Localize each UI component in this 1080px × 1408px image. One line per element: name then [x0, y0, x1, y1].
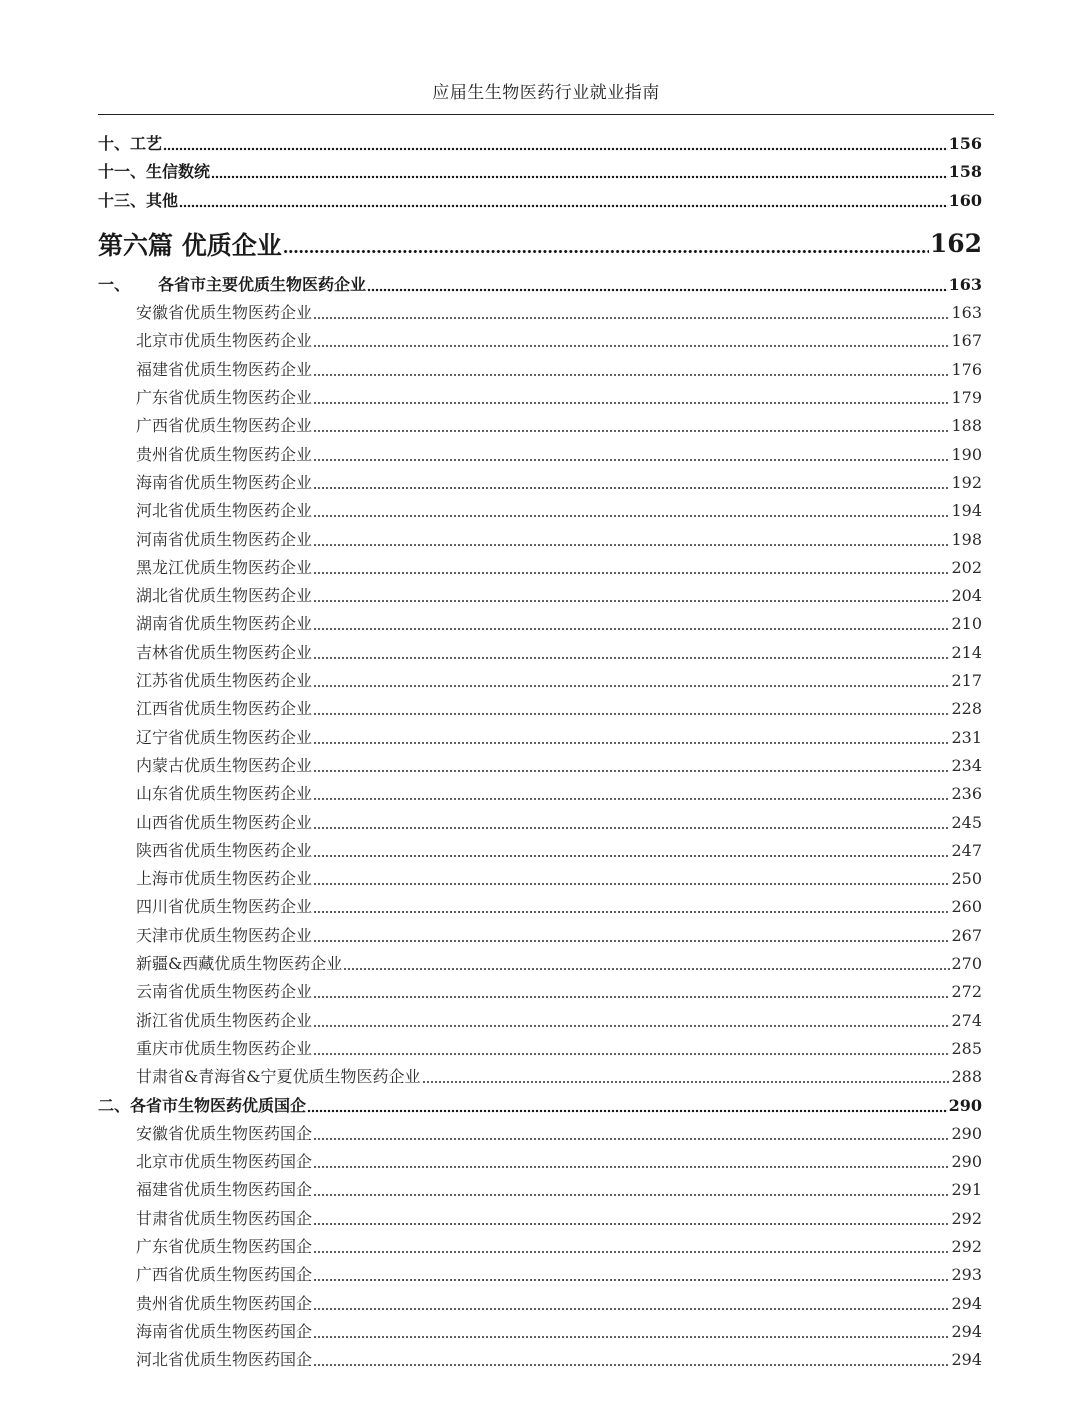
- toc-subentry-page: 285: [951, 1038, 982, 1058]
- dot-leader: [313, 729, 950, 745]
- toc-subentry-page: 290: [951, 1152, 982, 1172]
- toc-entry-label: 十一、生信数统: [98, 162, 211, 182]
- toc-subentry[interactable]: [98, 640, 982, 668]
- toc-subentry-page: 294: [951, 1350, 982, 1370]
- dot-leader: [313, 1012, 950, 1028]
- toc-entry-page: 156: [948, 134, 982, 153]
- toc-subentry[interactable]: [98, 1347, 982, 1375]
- toc-section-heading[interactable]: [98, 1093, 982, 1121]
- toc-subentry-page: 234: [951, 755, 982, 775]
- toc-subentry[interactable]: [98, 413, 982, 441]
- toc-subentry-label: 浙江省优质生物医药企业: [136, 1010, 313, 1030]
- toc-subentry-label: 甘肃省优质生物医药国企: [136, 1208, 313, 1228]
- dot-leader: [307, 1097, 948, 1113]
- dot-leader: [313, 927, 950, 943]
- part-page: 162: [929, 229, 982, 259]
- toc-subentry[interactable]: [98, 1291, 982, 1319]
- dot-leader: [313, 587, 950, 603]
- toc-subentry-page: 210: [951, 614, 982, 634]
- toc-subentry[interactable]: [98, 300, 982, 328]
- toc-subentry-page: 179: [951, 388, 982, 408]
- dot-leader: [313, 446, 950, 462]
- toc-subentry-page: 188: [951, 416, 982, 436]
- toc-entry-page: 158: [948, 162, 982, 182]
- toc-subentry-label: 广西省优质生物医药企业: [136, 416, 313, 436]
- dot-leader: [367, 276, 948, 292]
- toc-subentry[interactable]: [98, 498, 982, 526]
- section-number: 一、: [98, 274, 131, 294]
- dot-leader: [313, 1040, 950, 1056]
- dot-leader: [313, 1181, 950, 1197]
- toc-part-heading[interactable]: [98, 216, 982, 272]
- section-2-list: [98, 1121, 982, 1376]
- toc-subentry-label: 广东省优质生物医药国企: [136, 1236, 313, 1256]
- dot-leader: [313, 700, 950, 716]
- toc-subentry[interactable]: [98, 696, 982, 724]
- dot-leader: [313, 389, 950, 405]
- toc-subentry-page: 274: [951, 1010, 982, 1030]
- toc-subentry[interactable]: [98, 1008, 982, 1036]
- toc-subentry-page: 260: [951, 897, 982, 917]
- dot-leader: [343, 955, 950, 971]
- toc-subentry-label: 云南省优质生物医药企业: [136, 982, 313, 1002]
- toc-subentry-page: 291: [951, 1180, 982, 1200]
- toc-subentry[interactable]: [98, 1149, 982, 1177]
- toc-subentry-page: 245: [951, 812, 982, 832]
- toc-subentry[interactable]: [98, 810, 982, 838]
- toc-entry-other[interactable]: [98, 188, 982, 216]
- toc-subentry-page: 204: [951, 586, 982, 606]
- toc-subentry[interactable]: [98, 951, 982, 979]
- dot-leader: [313, 502, 950, 518]
- section-page: 290: [948, 1095, 982, 1115]
- toc-subentry-label: 湖北省优质生物医药企业: [136, 586, 313, 606]
- toc-subentry[interactable]: [98, 725, 982, 753]
- toc-subentry[interactable]: [98, 328, 982, 356]
- toc-subentry-page: 292: [951, 1208, 982, 1228]
- toc-subentry-label: 北京市优质生物医药企业: [136, 331, 313, 351]
- part-title: 第六篇 优质企业: [98, 230, 282, 260]
- toc-entry-page: 160: [948, 190, 982, 210]
- toc-subentry[interactable]: [98, 668, 982, 696]
- toc-subentry-page: 228: [951, 699, 982, 719]
- toc-subentry[interactable]: [98, 1036, 982, 1064]
- dot-leader: [313, 332, 950, 348]
- dot-leader: [313, 531, 950, 547]
- dot-leader: [313, 1238, 950, 1254]
- toc-entry-bioinformatics[interactable]: [98, 159, 982, 187]
- toc-subentry-label: 福建省优质生物医药国企: [136, 1180, 313, 1200]
- toc-entry-label: 十、工艺: [98, 134, 163, 153]
- toc-subentry-label: 湖南省优质生物医药企业: [136, 614, 313, 634]
- toc-subentry-label: 河南省优质生物医药企业: [136, 529, 313, 549]
- toc-subentry-label: 海南省优质生物医药企业: [136, 472, 313, 492]
- dot-leader: [313, 757, 950, 773]
- toc-subentry[interactable]: [98, 357, 982, 385]
- toc-subentry-label: 陕西省优质生物医药企业: [136, 840, 313, 860]
- toc-subentry[interactable]: [98, 583, 982, 611]
- toc-subentry-page: 217: [951, 671, 982, 691]
- dot-leader: [313, 842, 950, 858]
- dot-leader: [179, 192, 948, 208]
- dot-leader: [313, 1266, 950, 1282]
- toc-subentry-page: 247: [951, 840, 982, 860]
- toc-subentry-label: 辽宁省优质生物医药企业: [136, 727, 313, 747]
- toc-subentry[interactable]: [98, 1234, 982, 1262]
- toc-subentry[interactable]: [98, 753, 982, 781]
- toc-subentry-label: 山西省优质生物医药企业: [136, 812, 313, 832]
- dot-leader: [313, 304, 950, 320]
- toc-subentry-page: 192: [951, 472, 982, 492]
- toc-subentry-label: 重庆市优质生物医药企业: [136, 1038, 313, 1058]
- toc-subentry-label: 黑龙江优质生物医药企业: [136, 557, 313, 577]
- dot-leader: [313, 814, 950, 830]
- toc-subentry-label: 甘肃省&青海省&宁夏优质生物医药企业: [136, 1067, 421, 1087]
- dot-leader: [313, 870, 950, 886]
- dot-leader: [313, 785, 950, 801]
- dot-leader: [313, 983, 950, 999]
- toc-subentry-label: 安徽省优质生物医药国企: [136, 1123, 313, 1143]
- dot-leader: [313, 559, 950, 575]
- toc-subentry-label: 河北省优质生物医药企业: [136, 501, 313, 521]
- toc-subentry-label: 广东省优质生物医药企业: [136, 388, 313, 408]
- section-1-list: [98, 300, 982, 1092]
- toc-subentry[interactable]: [98, 866, 982, 894]
- toc-subentry-page: 231: [951, 727, 982, 747]
- dot-leader: [313, 1295, 950, 1311]
- toc-subentry-page: 290: [951, 1123, 982, 1143]
- dot-leader: [313, 1351, 950, 1367]
- toc-subentry-label: 贵州省优质生物医药国企: [136, 1293, 313, 1313]
- toc-subentry-label: 北京市优质生物医药国企: [136, 1152, 313, 1172]
- section-title: [98, 272, 366, 295]
- toc-subentry[interactable]: [98, 555, 982, 583]
- dot-leader: [313, 615, 950, 631]
- toc-subentry-page: 294: [951, 1321, 982, 1341]
- toc-subentry-label: 吉林省优质生物医药企业: [136, 642, 313, 662]
- toc-subentry-page: 292: [951, 1236, 982, 1256]
- toc-subentry-label: 上海市优质生物医药企业: [136, 869, 313, 889]
- toc-subentry-page: 163: [951, 303, 982, 323]
- toc-subentry-label: 山东省优质生物医药企业: [136, 784, 313, 804]
- toc-subentry-label: 河北省优质生物医药国企: [136, 1350, 313, 1370]
- toc-subentry-page: 190: [951, 444, 982, 464]
- dot-leader: [313, 672, 950, 688]
- toc-subentry[interactable]: [98, 1262, 982, 1290]
- toc-subentry[interactable]: [98, 838, 982, 866]
- toc-subentry-label: 安徽省优质生物医药企业: [136, 303, 313, 323]
- toc-subentry-page: 270: [951, 954, 982, 974]
- toc-subentry[interactable]: [98, 611, 982, 639]
- page-header-title: 应届生生物医药行业就业指南: [432, 83, 660, 103]
- toc-subentry-page: 198: [951, 529, 982, 549]
- toc-subentry[interactable]: [98, 470, 982, 498]
- toc-section-heading[interactable]: [98, 272, 982, 300]
- toc-entry-label: 十三、其他: [98, 190, 179, 210]
- toc-subentry-page: 288: [951, 1067, 982, 1087]
- toc-subentry[interactable]: [98, 1206, 982, 1234]
- section-title: 二、各省市生物医药优质国企: [98, 1095, 307, 1115]
- dot-leader: [313, 1210, 950, 1226]
- toc-entry-process[interactable]: [98, 131, 982, 159]
- toc-subentry[interactable]: [98, 527, 982, 555]
- toc-subentry[interactable]: [98, 923, 982, 951]
- dot-leader: [313, 1153, 950, 1169]
- toc-subentry-page: 294: [951, 1293, 982, 1313]
- toc-subentry[interactable]: [98, 979, 982, 1007]
- dot-leader: [283, 242, 929, 254]
- toc-subentry-label: 贵州省优质生物医药企业: [136, 444, 313, 464]
- dot-leader: [313, 898, 950, 914]
- toc-subentry-label: 海南省优质生物医药国企: [136, 1321, 313, 1341]
- dot-leader: [313, 644, 950, 660]
- toc-subentry-page: 167: [951, 331, 982, 351]
- toc-subentry[interactable]: [98, 1121, 982, 1149]
- toc-subentry-page: 272: [951, 982, 982, 1002]
- toc-subentry-page: 214: [951, 642, 982, 662]
- toc-subentry-label: 福建省优质生物医药企业: [136, 359, 313, 379]
- toc-subentry-label: 广西省优质生物医药国企: [136, 1265, 313, 1285]
- toc-subentry-page: 293: [951, 1265, 982, 1285]
- toc-subentry[interactable]: [98, 1177, 982, 1205]
- dot-leader: [313, 474, 950, 490]
- dot-leader: [211, 163, 948, 179]
- toc-subentry-label: 天津市优质生物医药企业: [136, 925, 313, 945]
- toc-subentry-page: 250: [951, 869, 982, 889]
- toc-subentry-page: 194: [951, 501, 982, 521]
- toc-subentry-label: 江苏省优质生物医药企业: [136, 671, 313, 691]
- toc-subentry[interactable]: [98, 1319, 982, 1347]
- toc-subentry-page: 267: [951, 925, 982, 945]
- toc-subentry-label: 新疆&西藏优质生物医药企业: [136, 954, 343, 974]
- toc-subentry[interactable]: [98, 442, 982, 470]
- toc-subentry-page: 176: [951, 359, 982, 379]
- toc-subentry-label: 江西省优质生物医药企业: [136, 699, 313, 719]
- dot-leader: [422, 1068, 951, 1084]
- toc-subentry[interactable]: [98, 781, 982, 809]
- toc-subentry[interactable]: [98, 385, 982, 413]
- dot-leader: [313, 417, 950, 433]
- toc-subentry-label: 四川省优质生物医药企业: [136, 897, 313, 917]
- dot-leader: [163, 135, 948, 151]
- toc-subentry-page: 236: [951, 784, 982, 804]
- dot-leader: [313, 361, 950, 377]
- table-of-contents: [98, 131, 982, 1375]
- dot-leader: [313, 1323, 950, 1339]
- section-title-text: 各省市主要优质生物医药企业: [158, 274, 367, 294]
- section-page: 163: [948, 274, 982, 294]
- toc-subentry-label: 内蒙古优质生物医药企业: [136, 755, 313, 775]
- dot-leader: [313, 1125, 950, 1141]
- toc-subentry[interactable]: [98, 1064, 982, 1092]
- toc-subentry-page: 202: [951, 557, 982, 577]
- header-divider: [98, 114, 994, 115]
- toc-subentry[interactable]: [98, 894, 982, 922]
